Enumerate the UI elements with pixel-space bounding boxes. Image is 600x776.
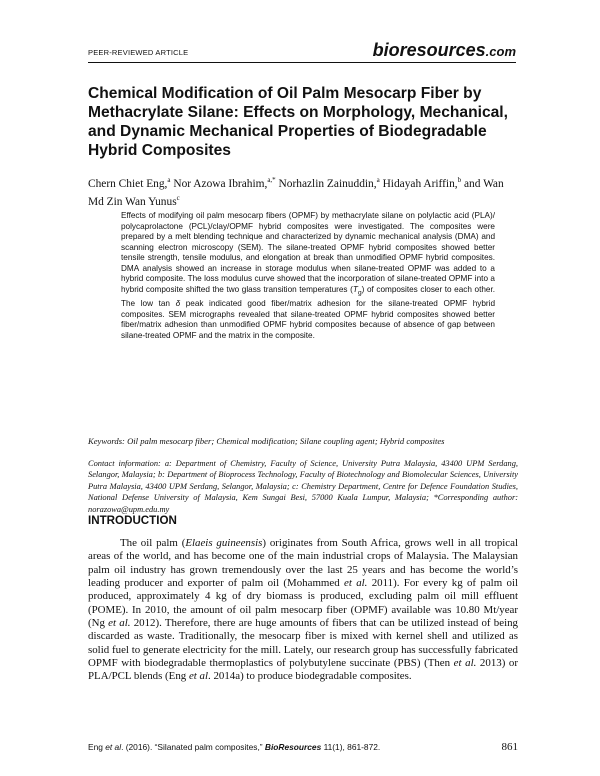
body-text: 2013) or PLA/PCL blends (Eng	[88, 657, 518, 683]
body-text: 2012). Therefore, there are huge amounts of fibers that can be utilized instead of being discarded as waste. Traditionally, the mesocarp fiber is mixed with kernel shell and utilized as solid fuel to generate electricity for the mill. Lately, our research group has successfully fabricated OPMF with biodegradable thermoplastics of polybutylene succinate (PBS) (Then	[88, 617, 518, 670]
citation-etal: et al.	[453, 657, 477, 670]
author-name: Hidayah Ariffin,	[379, 177, 458, 190]
author-affiliation: a	[167, 176, 171, 184]
author-list	[88, 173, 518, 210]
tg-subscript: g	[357, 289, 362, 297]
footer-etal: et al	[105, 742, 122, 752]
citation-etal: et al.	[108, 617, 131, 630]
peer-reviewed-label: PEER-REVIEWED ARTICLE	[88, 48, 189, 57]
author-affiliation: c	[176, 194, 180, 203]
body-text: 2011). For every kg of palm oil produced, approximately 4 kg of dry biomass is produced, excluding palm oil mill effluent (POME). In 2010, the amount of oil palm mesocarp fiber (OPMF) available was 10.80 Mt/year (Ng	[88, 577, 518, 630]
contact-information: Contact information: a: Department of Chemistry, Faculty of Science, University Putra Malaysia, 43400 UPM Serdang, Selangor, Malaysia; b: Department of Bioprocess Technology, Faculty of Biotechnology and Biomolecular Sciences, University Putra Malaysia, 43400 UPM Serdang, Selangor, Malaysia; c: Chemistry Department, Centre for Defence Foundation Studies, National Defense University of Malaysia, Kem Sungai Besi, 57000 Kuala Lumpur, Malaysia; *Corresponding author: norazowa@upm.edu.my	[88, 459, 518, 514]
author-name: Norhazlin Zainuddin,	[275, 177, 377, 190]
species-name: Elaeis guineensis	[185, 537, 263, 549]
introduction-paragraph	[88, 537, 518, 684]
citation-etal: et al	[188, 670, 209, 683]
abstract-text: peak indicated good fiber/matrix adhesion for the silane-treated OPMF hybrid composites. SEM micrographs revealed that silane-treated OPMF hybrid composites showed better fiber/matrix adhesion than unmodified OPMF hybrid composites because of absence of gap between silane-treated OPMF and the matrix in the composite.	[121, 299, 495, 340]
footer-citation	[88, 742, 380, 752]
body-text: ) originates from South Africa, grows well in all tropical areas of the world, and has become one of the main industrial crops of Malaysia. The Malaysian palm oil industry has grown tremendously over the last 25 years and has become the world’s leading producer and exporter of palm oil (Mohammed	[88, 537, 519, 590]
body-text: . 2014a) to produce biodegradable composites.	[208, 670, 412, 683]
author-affiliation: a,*	[267, 176, 276, 184]
footer-journal-name: BioResources	[264, 742, 322, 752]
author-affiliation: a	[376, 176, 380, 184]
running-header	[88, 37, 516, 63]
abstract-text: ) of composites closer to each other. The low tan	[121, 284, 495, 309]
abstract	[121, 211, 495, 341]
delta-symbol: δ	[175, 299, 181, 309]
abstract-text: Effects of modifying oil palm mesocarp fibers (OPMF) by methacrylate silane on polylactic acid (PLA)/ polycaprolactone (PCL)/clay/OPMF hybrid composites were investigated. The composites were prepared by a melt blending technique and characterized by dynamic mechanical analysis (DMA) and scanning electron microscopy (SEM). The silane-treated OPMF hybrid composites showed better tensile strength, tensile modulus, and elongation at break than unmodified OPMF hybrid composites. DMA analysis showed an increase in storage modulus when silane-treated OPMF was added to a hybrid composite. The loss modulus curve showed that the incorporation of silane-treated OPMF into a hybrid composite shifted the two glass transition temperatures (	[121, 211, 495, 294]
citation-etal: et al.	[344, 577, 368, 590]
journal-logo[interactable]	[373, 40, 516, 61]
header-rule	[88, 62, 516, 63]
journal-logo-suffix: .com	[485, 44, 516, 59]
page-number: 861	[501, 741, 518, 753]
section-heading: INTRODUCTION	[88, 514, 177, 527]
page-footer	[88, 742, 518, 756]
author-name: and Wan Md Zin Wan Yunus	[88, 177, 504, 209]
footer-text: 11(1), 861-872.	[321, 742, 381, 752]
journal-logo-name: bioresources	[372, 40, 486, 60]
keywords: Keywords: Oil palm mesocarp fiber; Chemical modification; Silane coupling agent; Hybrid composites	[88, 436, 445, 446]
author-affiliation: b	[457, 176, 462, 184]
body-text: The oil palm (	[120, 537, 186, 549]
tg-symbol: T	[352, 284, 358, 294]
footer-text: . (2016). “Silanated palm composites,”	[121, 742, 265, 752]
author-name: Nor Azowa Ibrahim,	[170, 177, 268, 190]
author-name: Chern Chiet Eng,	[88, 177, 168, 190]
article-title: Chemical Modification of Oil Palm Mesocarp Fiber by Methacrylate Silane: Effects on Morphology, Mechanical, and Dynamic Mechanical Properties of Biodegradable Hybrid Composites	[88, 85, 508, 159]
footer-text: Eng	[88, 742, 106, 752]
